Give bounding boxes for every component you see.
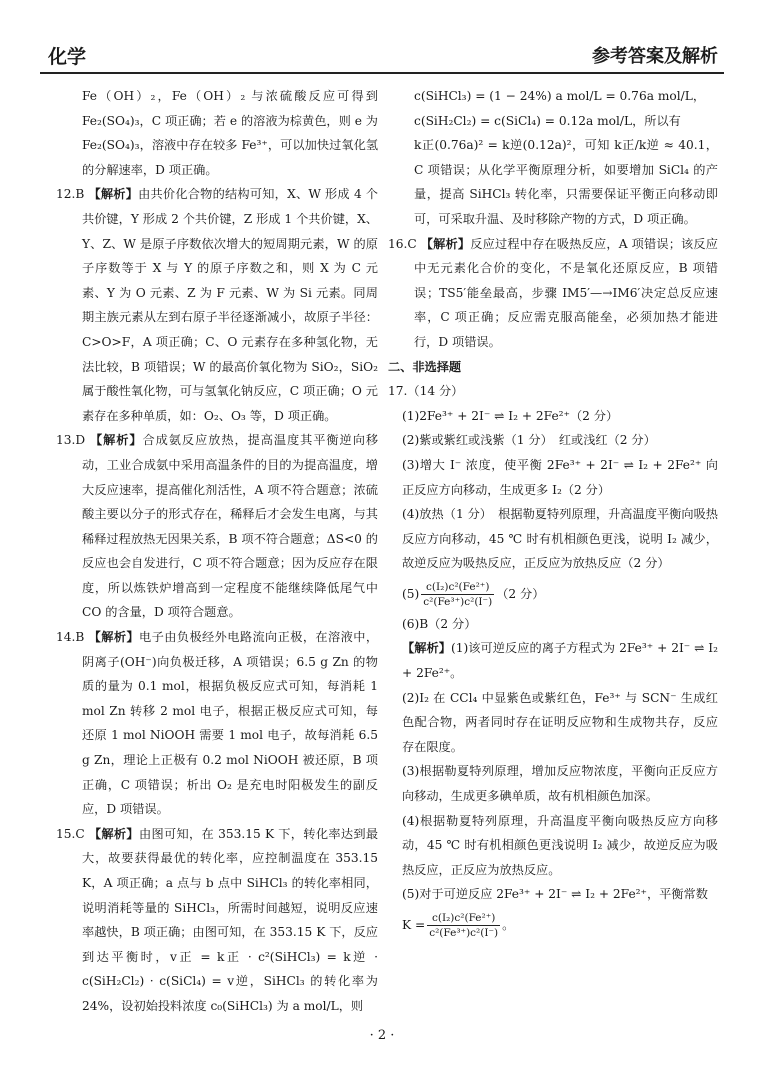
explanation-17-4: (4)根据勒夏特列原理，升高温度平衡向吸热反应方向移动，45 ℃ 时有机相颜色更浅说明 I₂ 减少，故逆反应为吸热反应，正反应为放热反应。 xyxy=(402,813,718,877)
answer-12-number: 12.B xyxy=(56,187,85,202)
constant-fraction xyxy=(427,911,500,940)
answer-15-cont-line-2: c(SiH₂Cl₂) = c(SiCl₄) = 0.12a mol/L，所以有 xyxy=(414,113,681,128)
answer-14-number: 14.B xyxy=(56,630,85,645)
explanation-17-3: (3)根据勒夏特列原理，增加反应物浓度，平衡向正反应方向移动，生成更多碘单质，故有机相颜色加深。 xyxy=(402,764,718,804)
right-column xyxy=(388,84,718,943)
answer-12-text: 由共价化合物的结构可知，X、W 形成 4 个共价键，Y 形成 2 个共价键，Z 形成 1 个共价键，X、Y、Z、W 是原子序数依次增大的短周期元素，W 的原子序数等于 X 与 Y 的原子序数之和，则 X 为 C 元素、Y 为 O 元素、Z 为 F 元素、W 为 Si 元素。同周期主族元素从左到右原子半径逐渐减小，故原子半径：C>O>F，A 项正确；C、O 元素存在多种氢化物，无法比较，B 项错误；W 的最高价氧化物为 SiO₂，SiO₂ 属于酸性氧化物，可与氢氧化钠反应，C 项正确；O 元素存在多种单质，如：O₂、O₃ 等，D 项正确。 xyxy=(82,187,378,423)
answer-17-5-label: (5) xyxy=(402,586,420,601)
answer-13-tag: 【解析】 xyxy=(89,433,143,448)
answer-14 xyxy=(56,625,378,822)
question-17-head: 17.（14 分） xyxy=(388,384,464,399)
explanation-17-2: (2)I₂ 在 CCl₄ 中显紫色或紫红色，Fe³⁺ 与 SCN⁻ 生成红色配合物，两者同时存在证明反应物和生成物共存，反应存在限度。 xyxy=(402,690,718,754)
answer-14-text: 电子由负极经外电路流向正极，在溶液中，阴离子(OH⁻)向负极迁移，A 项错误；6.5 g Zn 的物质的量为 0.1 mol，根据负极反应式可知，每消耗 1 mol Zn 转移 2 mol 电子，根据正极反应式可知，每还原 1 mol NiOOH 需要 1 mol 电子，故每消耗 6.5 g Zn，理论上正极有 0.2 mol NiOOH 被还原，B 项正确，C 项错误；析出 O₂ 是充电时阳极发生的副反应，D 项错误。 xyxy=(82,630,379,817)
answer-16-tag: 【解析】 xyxy=(420,236,471,251)
answer-17-6: (6)B（2 分） xyxy=(402,616,477,631)
equilibrium-fraction xyxy=(421,580,494,609)
answer-13-number: 13.D xyxy=(56,433,86,448)
answer-16-number: 16.C xyxy=(388,236,417,251)
answer-15-cont-line-3: k正(0.76a)² = k逆(0.12a)²，可知 k正/k逆 ≈ 40.1，C 项错误；从化学平衡原理分析，如要增加 SiCl₄ 的产量，提高 SiHCl₃ 转化率，只需要保证平衡正向移动即可，可采取升温、及时移除产物的方式，D 项正确。 xyxy=(414,138,718,226)
explanation-17-5: (5)对于可逆反应 2Fe³⁺ + 2I⁻ ⇌ I₂ + 2Fe²⁺，平衡常数 xyxy=(402,887,708,902)
fraction-numerator: c(I₂)c²(Fe²⁺) xyxy=(421,580,494,595)
answer-17-5 xyxy=(388,576,718,612)
explanation-17-5-formula xyxy=(388,907,718,943)
fraction-denominator: c²(Fe³⁺)c²(I⁻) xyxy=(423,595,493,608)
answer-13 xyxy=(56,428,378,625)
answer-17-1: (1)2Fe³⁺ + 2I⁻ ⇌ I₂ + 2Fe²⁺（2 分） xyxy=(402,408,619,423)
answer-16 xyxy=(388,232,718,355)
page-header xyxy=(40,38,724,74)
answer-17-4: (4)放热（1 分） 根据勒夏特列原理，升高温度平衡向吸热反应方向移动，45 ℃ 时有机相颜色更浅，说明 I₂ 减少，故逆反应为吸热反应，正反应为放热反应（2 分） xyxy=(402,507,718,571)
left-column xyxy=(56,84,378,1019)
subject-label: 化学 xyxy=(48,46,87,68)
answer-17-3: (3)增大 I⁻ 浓度，使平衡 2Fe³⁺ + 2I⁻ ⇌ I₂ + 2Fe²⁺ 向正反应方向移动，生成更多 I₂（2 分） xyxy=(402,457,718,497)
answer-13-text: 合成氨反应放热，提高温度其平衡逆向移动，工业合成氨中采用高温条件的目的为提高温度，增大反应速率，提高催化剂活性，A 项不符合题意；浓硫酸主要以分子的形式存在，稀释后才会发生电离，与其稀释过程放热无因果关系，B 项不符合题意；ΔS<0 的反应也会自发进行，C 项不符合题意；因为反应存在限度，所以炼铁炉增高到一定程度不能继续降低尾气中 CO 的含量，D 项符合题意。 xyxy=(82,433,379,620)
explanation-17-1 xyxy=(388,636,718,685)
answer-15-number: 15.C xyxy=(56,826,85,841)
constant-denominator: c²(Fe³⁺)c²(I⁻) xyxy=(429,927,499,939)
section-heading: 二、非选择题 xyxy=(388,359,462,374)
answer-17-5-score: （2 分） xyxy=(496,586,545,601)
page-number: · 2 · xyxy=(369,1028,395,1043)
formula-end: 。 xyxy=(502,918,515,932)
answer-12-tag: 【解析】 xyxy=(88,187,139,202)
answer-15-text: 由图可知，在 353.15 K 下，转化率达到最大，故要获得最优的转化率，应控制温度在 353.15 K，A 项正确；a 点与 b 点中 SiHCl₃ 的转化率相同，说明消耗等量的 SiHCl₃，所需时间越短，说明反应速率越快，B 项正确；由图可知，在 353.15 K 下，反应到达平衡时，v正 = k正 · c²(SiHCl₃) = k逆 · c(SiH₂Cl₂) · c(SiCl₄) = v逆，SiHCl₃ 的转化率为 24%，设初始投料浓度 c₀(SiHCl₃) 为 a mol/L，则 xyxy=(82,826,379,1013)
constant-k-label: K = xyxy=(402,918,426,932)
continued-paragraph: Fe（OH）₂，Fe（OH）₂ 与浓硫酸反应可得到 Fe₂(SO₄)₃，C 项正确；若 e 的溶液为棕黄色，则 e 为 Fe₂(SO₄)₃，溶液中存在较多 Fe³⁺，可以加快过氧化氢的分解速率，D 项正确。 xyxy=(82,89,378,177)
header-title: 参考答案及解析 xyxy=(592,46,718,67)
constant-numerator: c(I₂)c²(Fe²⁺) xyxy=(427,911,500,926)
answer-12 xyxy=(56,182,378,428)
explanation-17-1-text: (1)该可逆反应的离子方程式为 2Fe³⁺ + 2I⁻ ⇌ I₂ + 2Fe²⁺。 xyxy=(402,641,718,681)
answer-15-cont-line-1: c(SiHCl₃) = (1 − 24%) a mol/L = 0.76a mol/L， xyxy=(414,89,706,103)
answer-16-text: 反应过程中存在吸热反应，A 项错误；该反应中无元素化合价的变化，不是氧化还原反应，B 项错误；TS5′能垒最高，步骤 IM5′—→IM6′决定总反应速率，C 项正确；反应需克服高能垒，必须加热才能进行，D 项错误。 xyxy=(414,236,718,349)
answer-14-tag: 【解析】 xyxy=(88,630,140,645)
explanation-17-tag: 【解析】 xyxy=(402,641,451,656)
answer-17-2: (2)紫或紫红或浅紫（1 分） 红或浅红（2 分） xyxy=(402,433,656,448)
answer-15 xyxy=(56,822,378,1019)
answer-15-tag: 【解析】 xyxy=(88,826,139,841)
